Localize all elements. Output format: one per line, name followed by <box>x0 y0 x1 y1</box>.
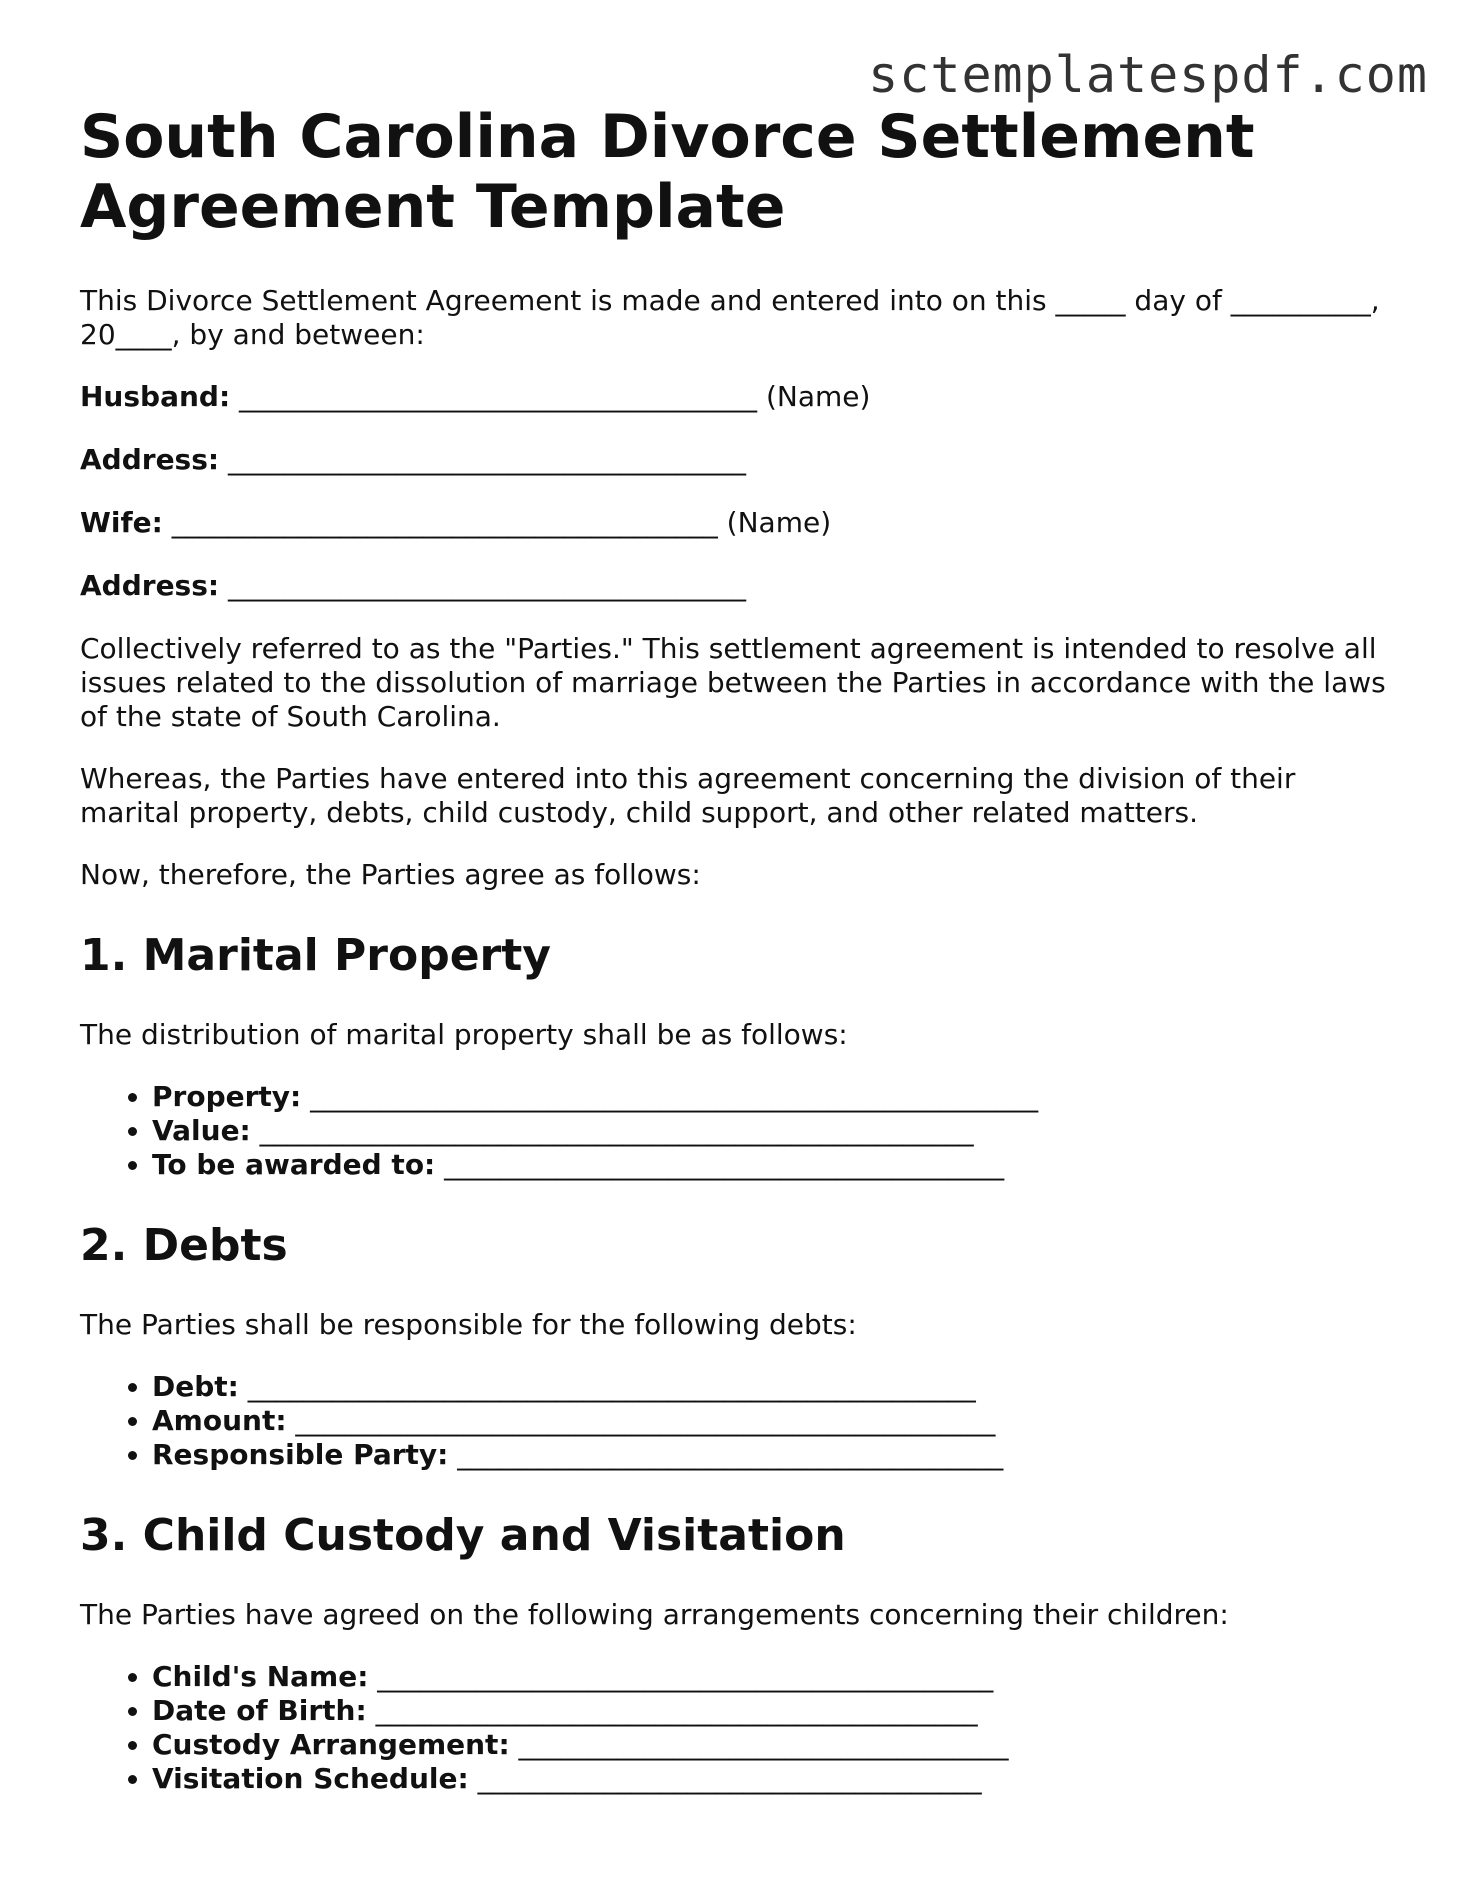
husband-address-field <box>80 443 1400 477</box>
section-intro-child-custody: The Parties have agreed on the following arrangements concerning their children: <box>80 1598 1229 1631</box>
item-blank[interactable]: ___________________________________ <box>509 1728 1009 1761</box>
list-item <box>152 1660 1400 1694</box>
document-page <box>80 102 1400 1830</box>
item-label: Property: <box>152 1080 302 1113</box>
item-blank[interactable]: ____________________________________________ <box>368 1660 994 1693</box>
item-blank[interactable]: ___________________________________________ <box>366 1694 978 1727</box>
list-item <box>152 1148 1400 1182</box>
husband-label: Husband: <box>80 380 231 413</box>
item-label: Child's Name: <box>152 1660 369 1693</box>
wife-name-field <box>80 506 1400 540</box>
item-blank[interactable]: ____________________________________ <box>468 1762 982 1795</box>
child-custody-list <box>80 1660 1400 1796</box>
whereas-paragraph: Whereas, the Parties have entered into this agreement concerning the division of their marital property, debts, child custody, child support, and other related matters. <box>80 762 1296 829</box>
document-title: South Carolina Divorce Settlement Agreement Template <box>80 102 1255 242</box>
husband-address-blank[interactable]: _____________________________________ <box>219 443 746 476</box>
item-blank[interactable]: ___________________________________________________ <box>250 1114 974 1147</box>
item-label: Value: <box>152 1114 251 1147</box>
section-intro-marital-property: The distribution of marital property shall be as follows: <box>80 1018 848 1051</box>
item-label: To be awarded to: <box>152 1148 436 1181</box>
list-item <box>152 1080 1400 1114</box>
wife-name-blank[interactable]: _______________________________________ (Name) <box>162 506 832 539</box>
husband-address-label: Address: <box>80 443 220 476</box>
item-label: Custody Arrangement: <box>152 1728 510 1761</box>
husband-name-blank[interactable]: _____________________________________ (Name) <box>230 380 871 413</box>
husband-name-field <box>80 380 1400 414</box>
section-heading-marital-property: 1. Marital Property <box>80 930 551 981</box>
intro-paragraph: This Divorce Settlement Agreement is made and entered into on this _____ day of __________, 20____, by and between: <box>80 284 1380 351</box>
list-item <box>152 1438 1400 1472</box>
list-item <box>152 1762 1400 1796</box>
marital-property-list <box>80 1080 1400 1182</box>
list-item <box>152 1728 1400 1762</box>
item-label: Amount: <box>152 1404 287 1437</box>
list-item <box>152 1694 1400 1728</box>
wife-address-field <box>80 569 1400 603</box>
item-label: Visitation Schedule: <box>152 1762 469 1795</box>
section-heading-debts: 2. Debts <box>80 1220 288 1271</box>
item-label: Debt: <box>152 1370 239 1403</box>
list-item <box>152 1370 1400 1404</box>
debts-list <box>80 1370 1400 1472</box>
item-blank[interactable]: ____________________________________________________ <box>301 1080 1039 1113</box>
item-blank[interactable]: ____________________________________________________ <box>238 1370 976 1403</box>
item-blank[interactable]: _______________________________________ <box>448 1438 1004 1471</box>
wife-address-blank[interactable]: _____________________________________ <box>219 569 746 602</box>
wife-address-label: Address: <box>80 569 220 602</box>
section-heading-child-custody: 3. Child Custody and Visitation <box>80 1510 846 1561</box>
wife-label: Wife: <box>80 506 163 539</box>
item-label: Date of Birth: <box>152 1694 367 1727</box>
now-therefore-paragraph: Now, therefore, the Parties agree as follows: <box>80 858 701 891</box>
list-item <box>152 1114 1400 1148</box>
item-label: Responsible Party: <box>152 1438 449 1471</box>
item-blank[interactable]: __________________________________________________ <box>286 1404 996 1437</box>
watermark-text: sctemplatespdf.com <box>868 46 1428 104</box>
section-intro-debts: The Parties shall be responsible for the following debts: <box>80 1308 857 1341</box>
list-item <box>152 1404 1400 1438</box>
collective-paragraph: Collectively referred to as the "Parties." This settlement agreement is intended to resolve all issues related to the dissolution of marriage between the Parties in accordance with the laws of the state of South Carolina. <box>80 632 1386 733</box>
item-blank[interactable]: ________________________________________ <box>435 1148 1005 1181</box>
